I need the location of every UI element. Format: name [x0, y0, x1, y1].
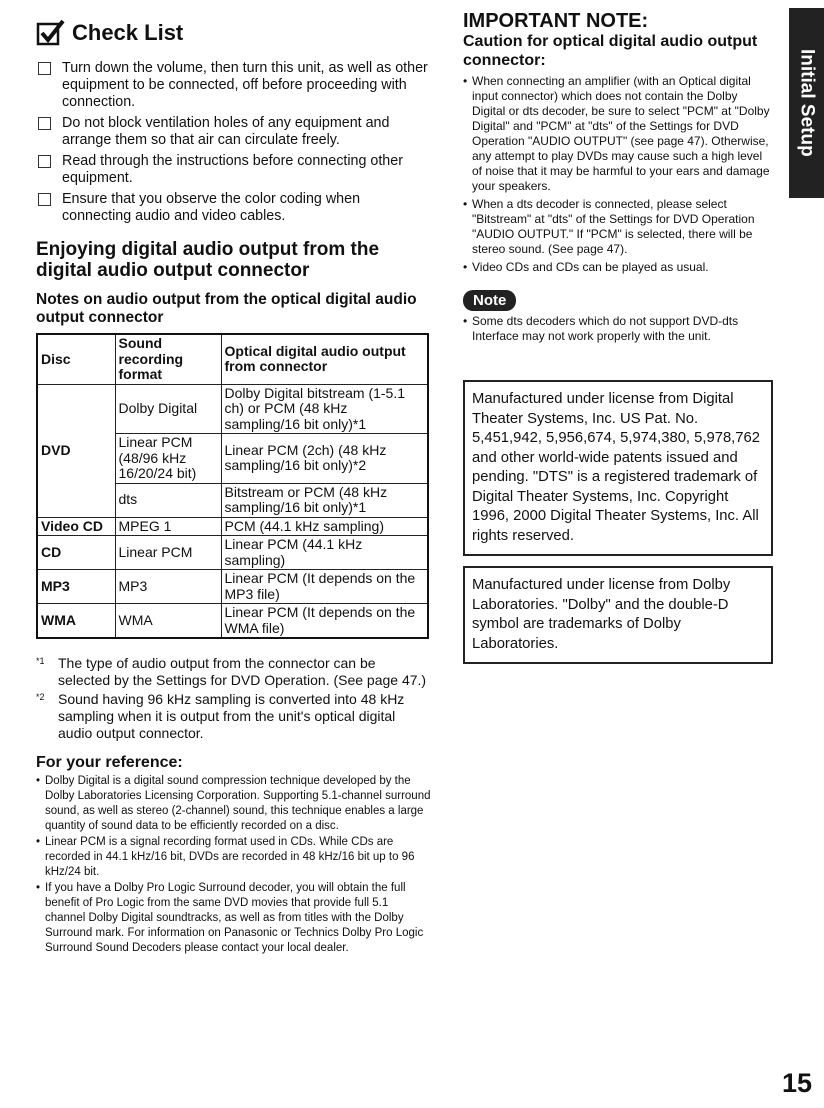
dts-license-box: Manufactured under license from Digital Theater Systems, Inc. US Pat. No. 5,451,942, 5,956,674, 5,974,380, 5,978,762 and other world-wide patents issued and pending. "DTS" is a registered trademark of Digital Theater Systems, Inc. Copyright 1996, 2000 Digital Theater Systems, Inc. All rights reserved. [463, 380, 773, 556]
disc-cell: Video CD [37, 517, 115, 536]
reference-title: For your reference: [36, 754, 183, 771]
output-cell: Linear PCM (It depends on the MP3 file) [221, 570, 428, 604]
left-column [36, 18, 431, 957]
checkmark-box-icon [36, 18, 66, 48]
list-item: • If you have a Dolby Pro Logic Surround decoder, you will obtain the full benefit of Pro Logic from the same DVD movies that provide full 5.1 channel Dolby Digital soundtracks, as well as from titles with the Dolby Surround mark. For information on Panasonic or Technics Dolby Pro Logic Surround Sound Decoders please contact your local dealer. [36, 881, 431, 956]
section-tab-label: Initial Setup [796, 49, 818, 157]
checkbox-icon [38, 62, 51, 75]
header-disc: Disc [37, 334, 115, 384]
footnote: *1 The type of audio output from the connector can be selected by the Settings for DVD Operation. (See page 47.) [36, 655, 427, 688]
checklist-item: Do not block ventilation holes of any equipment and arrange them so that air can circulate freely. [36, 115, 431, 149]
caution-list [463, 74, 773, 275]
list-item: • Video CDs and CDs can be played as usual. [463, 260, 773, 275]
footnotes [36, 655, 431, 742]
table-row [37, 604, 428, 639]
format-cell: dts [115, 483, 221, 517]
reference-list [36, 774, 431, 956]
format-cell: MP3 [115, 570, 221, 604]
header-output: Optical digital audio output from connector [221, 334, 428, 384]
output-cell: Dolby Digital bitstream (1-5.1 ch) or PCM (48 kHz sampling/16 bit only)*1 [221, 384, 428, 434]
subsection-title: Notes on audio output from the optical digital audio output connector [36, 291, 417, 326]
list-item: • Some dts decoders which do not support DVD-dts Interface may not work properly with the unit. [463, 314, 773, 344]
list-item: • Linear PCM is a signal recording format used in CDs. While CDs are recorded in 44.1 kHz/16 bit, DVDs are recorded in 48 kHz/16 bit up to 96 kHz/24 bit. [36, 835, 431, 880]
checklist [36, 60, 431, 225]
disc-cell: DVD [37, 384, 115, 517]
page-number: 15 [782, 1068, 813, 1098]
format-cell: WMA [115, 604, 221, 639]
format-cell: Linear PCM (48/96 kHz 16/20/24 bit) [115, 434, 221, 484]
caution-title: Caution for optical digital audio output connector: [463, 33, 758, 69]
disc-cell: CD [37, 536, 115, 570]
list-item: • Dolby Digital is a digital sound compression technique developed by the Dolby Laboratories Licensing Corporation. Supporting 5.1-channel surround sound, as well as stereo (2-channel) sound, this technique enables a large quantity of sound data to be efficiently recorded on a disc. [36, 774, 431, 834]
header-format: Sound recording format [115, 334, 221, 384]
output-cell: Linear PCM (It depends on the WMA file) [221, 604, 428, 639]
checklist-item: Turn down the volume, then turn this unit, as well as other equipment to be connected, off before proceeding with connection. [36, 60, 431, 111]
output-cell: PCM (44.1 kHz sampling) [221, 517, 428, 536]
checkbox-icon [38, 117, 51, 130]
checkbox-icon [38, 193, 51, 206]
table-row [37, 517, 428, 536]
list-item: • When connecting an amplifier (with an Optical digital input connector) which does not contain the Dolby Digital or dts decoder, be sure to select "PCM" at "Dolby Digital" and "PCM" at "dts" of the Settings for DVD Operation "AUDIO OUTPUT" (see page 47). Otherwise, any attempt to play DVDs may cause such a high level of noise that it may be harmful to your ears and damage your speakers. [463, 74, 773, 194]
important-title: IMPORTANT NOTE: [463, 10, 649, 32]
checklist-item: Ensure that you observe the color coding when connecting audio and video cables. [36, 191, 431, 225]
table-row [37, 570, 428, 604]
table-row [37, 536, 428, 570]
list-item: • When a dts decoder is connected, please select "Bitstream" at "dts" of the Settings for DVD Operation "AUDIO OUTPUT." If "PCM" is selected, there will be stereo sound. (See page 47). [463, 197, 773, 257]
dolby-license-box: Manufactured under license from Dolby Laboratories. "Dolby" and the double-D symbol are trademarks of Dolby Laboratories. [463, 566, 773, 664]
checklist-item: Read through the instructions before connecting other equipment. [36, 153, 431, 187]
disc-cell: WMA [37, 604, 115, 639]
disc-cell: MP3 [37, 570, 115, 604]
format-cell: Linear PCM [115, 536, 221, 570]
checklist-heading [36, 18, 431, 48]
note-badge: Note [463, 290, 516, 311]
table-header-row [37, 334, 428, 384]
checklist-title: Check List [72, 20, 184, 45]
footnote: *2 Sound having 96 kHz sampling is converted into 48 kHz sampling when it is output from the unit's optical digital audio output connector. [36, 691, 405, 741]
audio-output-table [36, 333, 429, 639]
section-tab [789, 8, 824, 198]
checkbox-icon [38, 155, 51, 168]
output-cell: Linear PCM (44.1 kHz sampling) [221, 536, 428, 570]
section-title: Enjoying digital audio output from the digital audio output connector [36, 239, 380, 281]
table-row [37, 384, 428, 434]
note-list [463, 314, 773, 344]
format-cell: MPEG 1 [115, 517, 221, 536]
format-cell: Dolby Digital [115, 384, 221, 434]
output-cell: Bitstream or PCM (48 kHz sampling/16 bit only)*1 [221, 483, 428, 517]
output-cell: Linear PCM (2ch) (48 kHz sampling/16 bit only)*2 [221, 434, 428, 484]
right-column [463, 10, 773, 664]
